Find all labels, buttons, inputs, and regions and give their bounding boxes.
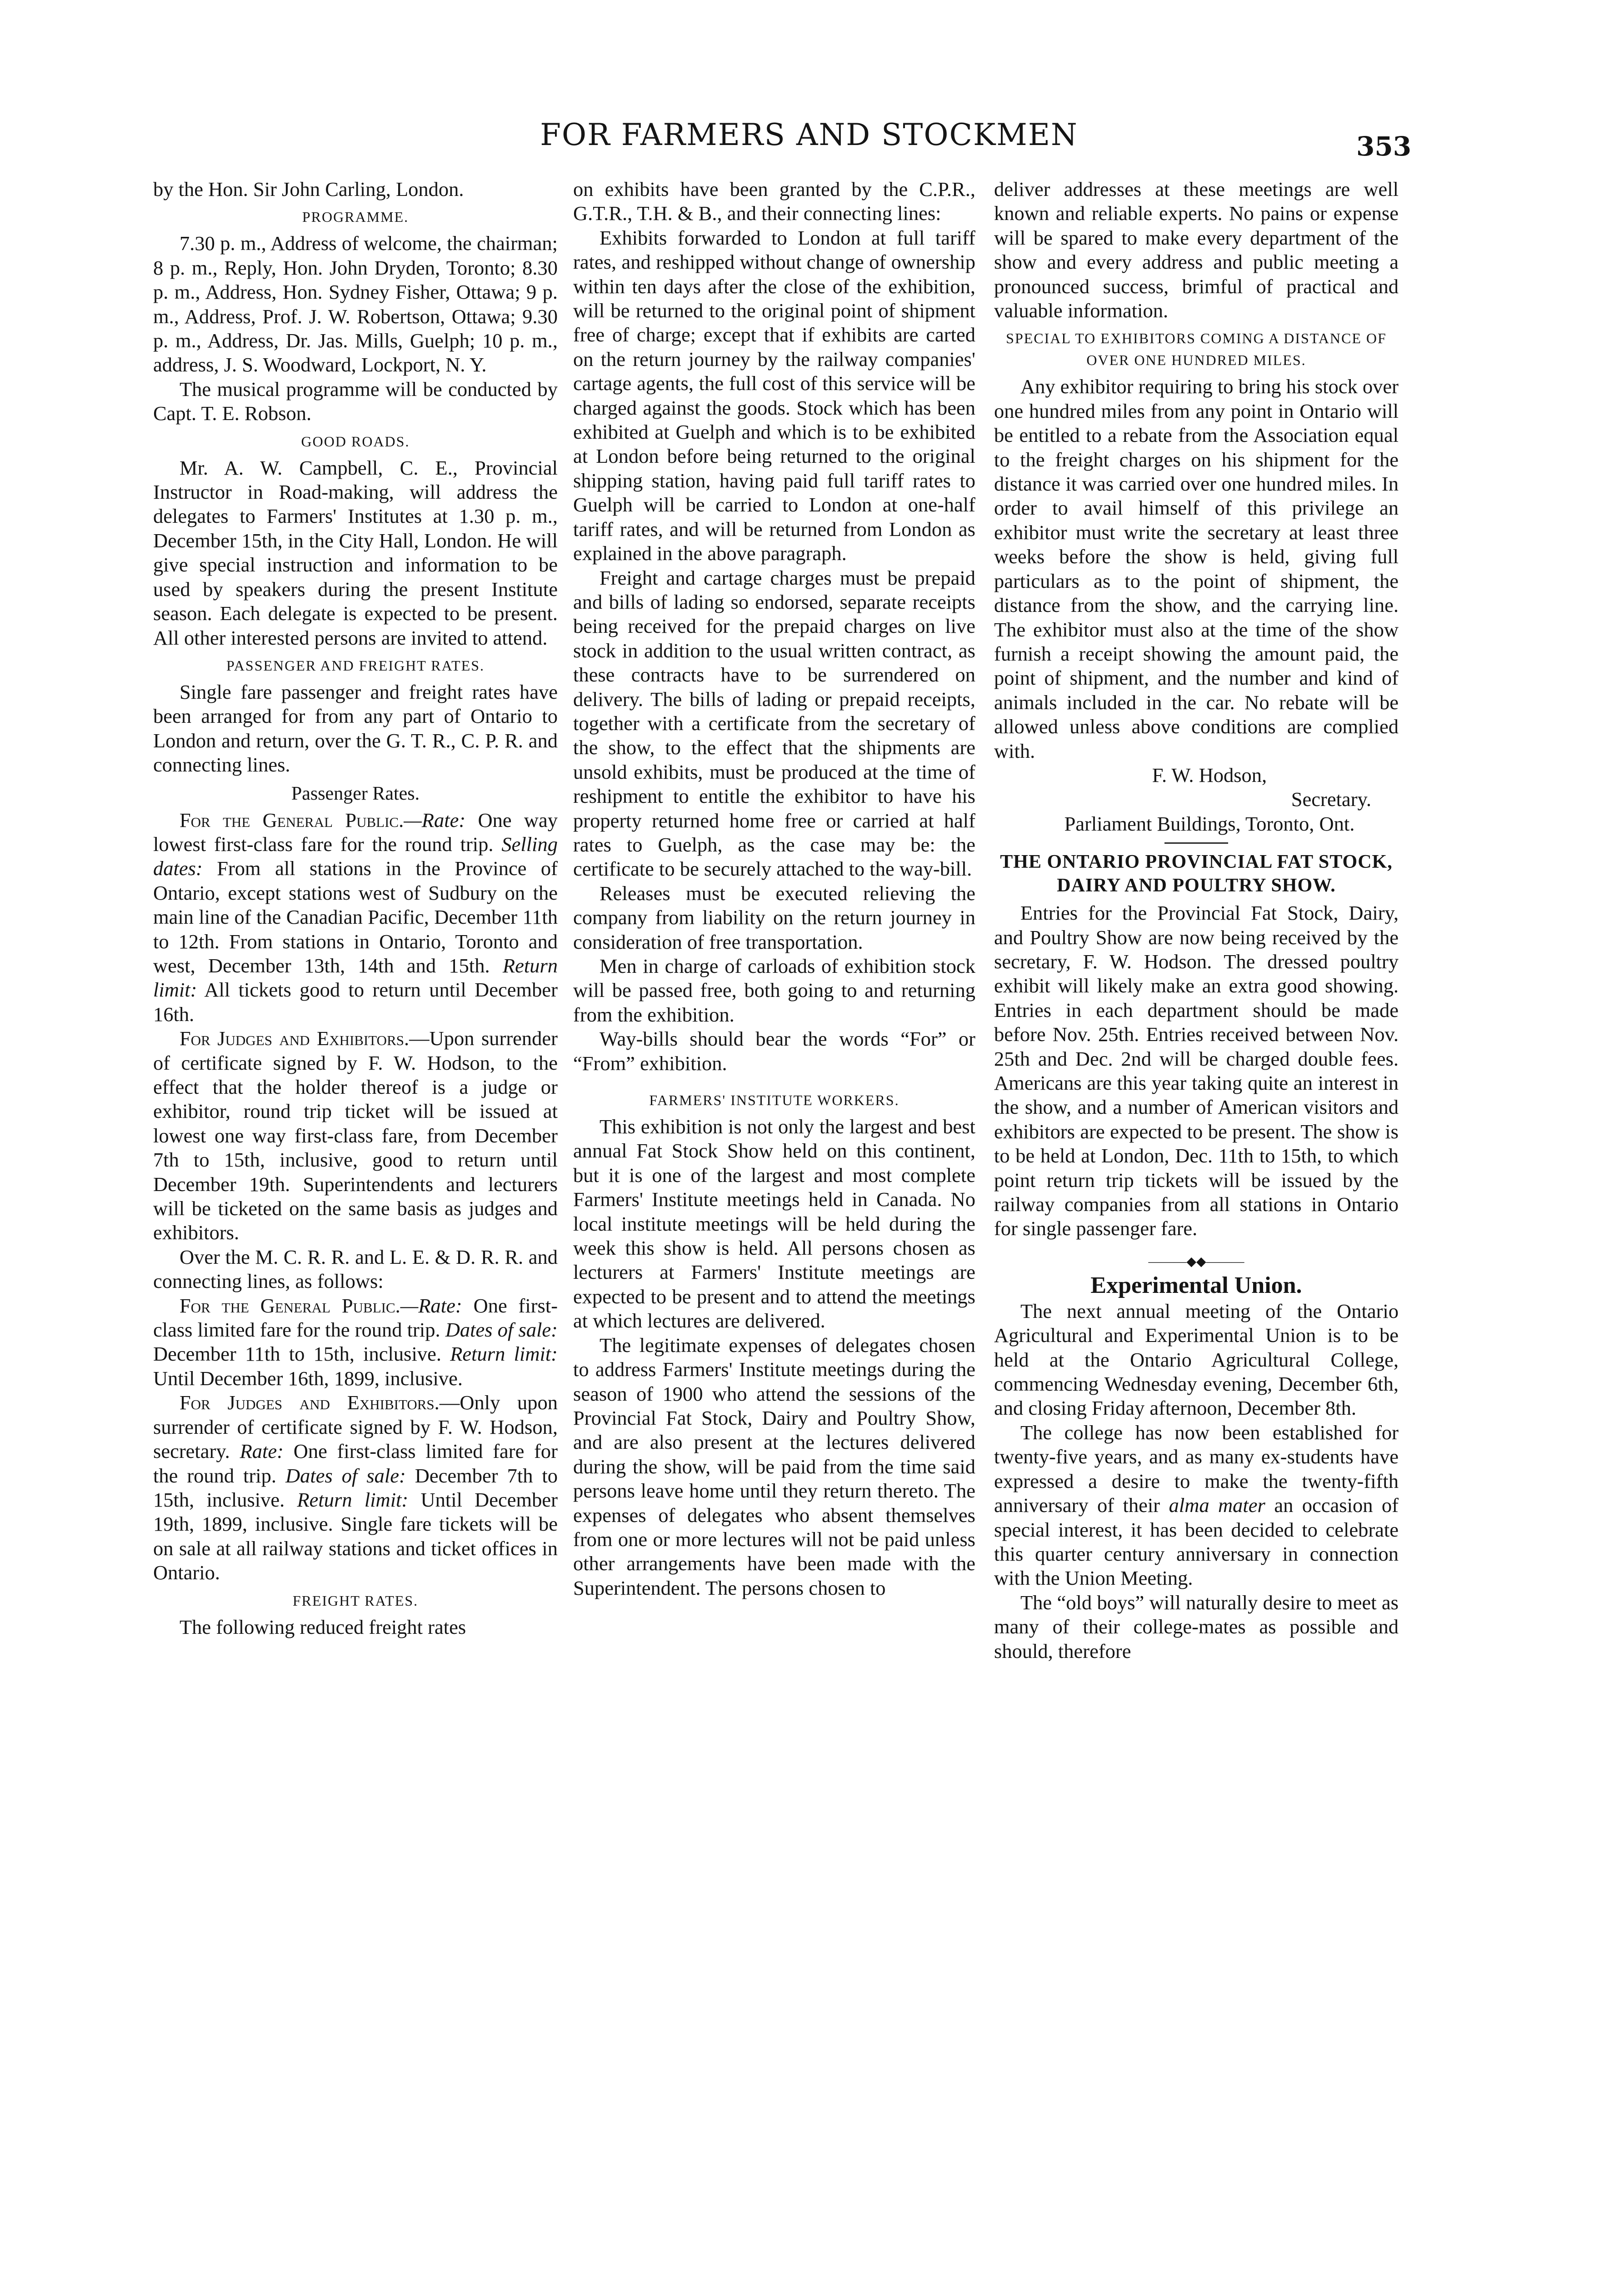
page-number: 353 <box>1356 131 1412 162</box>
rate-label: —Rate: <box>404 808 466 831</box>
general-public-2-text-a: One first-class limited fare for the round trip. <box>153 1294 558 1342</box>
men-in-charge-paragraph: Men in charge of carloads of exhibition stock will be passed free, both going to and returning from the exhibition. <box>573 955 975 1026</box>
institute-workers-heading: FARMERS' INSTITUTE WORKERS. <box>649 1092 899 1109</box>
judges-exhibitors-2-text-d: Until December 19th, 1899, inclusive. Single fare tickets will be on sale at all railway stations and ticket offices in Ontario. <box>153 1488 558 1584</box>
general-public-2-lead: For the General Public. <box>180 1294 400 1317</box>
general-public-rates-2-paragraph <box>153 1294 558 1391</box>
exhibits-forwarded-paragraph: Exhibits forwarded to London at full tariff rates, and reshipped without change of ownership within ten days after the close of the exhibition, will be returned to the original point of shipment free of charge; except that if exhibits are carted on the return journey by the railway companies' cartage agents, the full cost of this service will be charged against the goods. Stock which has been exhibited at Guelph and which is to be exhibited at London before being returned to the original shipping station, having paid full tariff rates to Guelph will be carried to London at one-half tariff rates, and will be returned from London as explained in the above paragraph. <box>573 226 975 565</box>
general-public-text-a: One way lowest first-class fare for the round trip. <box>153 808 558 856</box>
return-limit-label: Return limit: <box>153 954 558 1001</box>
judges-exhibitors-lead: For Judges and Exhibitors. <box>180 1027 410 1050</box>
column-3 <box>994 177 1399 1663</box>
experimental-union-heading: Experimental Union. <box>1090 1272 1302 1298</box>
freight-rates-paragraph: The following reduced freight rates <box>180 1615 466 1638</box>
judges-exhibitors-text: —Upon surrender of certificate signed by F. W. Hodson, to the effect that the holder thereof is a judge or exhibitor, round trip ticket will be issued at lowest one way first-class fare, from December 7th to 15th, inclusive, good to return until December 19th. Superintendents and lecturers will be ticketed on the same basis as judges and exhibitors. <box>153 1027 558 1244</box>
programme-paragraph: 7.30 p. m., Address of welcome, the chairman; 8 p. m., Reply, Hon. John Dryden, Toronto; 8.30 p. m., Address, Hon. Sydney Fisher, Ottawa; 9 p. m., Address, Prof. J. W. Robertson, Ottawa; 9.30 p. m., Address, Dr. Jas. Mills, Guelph; 10 p. m., address, J. S. Woodward, Lockport, N. Y. <box>153 232 558 376</box>
general-public-2-text-b: December 11th to 15th, inclusive. <box>153 1342 441 1366</box>
musical-paragraph: The musical programme will be conducted by Capt. T. E. Robson. <box>153 377 558 425</box>
old-boys-paragraph: The “old boys” will naturally desire to meet as many of their college-mates as possible and should, therefore <box>994 1591 1399 1662</box>
exhibits-granted-paragraph: on exhibits have been granted by the C.P.R., G.T.R., T.H. & B., and their connecting lines: <box>573 178 975 225</box>
entries-paragraph: Entries for the Provincial Fat Stock, Dairy, and Poultry Show are now being received by the secretary, F. W. Hodson. The dressed poultry exhibit will likely make an extra good showing. Entries in each department should be made before Nov. 25th. Entries received between Nov. 25th and Dec. 2nd will be charged double fees. Americans are this year taking quite an interest in the show, and a number of American visitors and exhibitors are expected to be present. The show is to be held at London, Dec. 11th to 15th, to which point return trip tickets will be issued by the railway companies from all stations in Ontario for single passenger fare. <box>994 901 1399 1240</box>
judges-exhibitors-2-text-a: —Only upon surrender of certificate signed by F. W. Hodson, secretary. <box>153 1391 558 1463</box>
experts-paragraph: deliver addresses at these meetings are well known and reliable experts. No pains or expense will be spared to make every department of the show and every address and public meeting a pronounced success, brimful of practical and valuable information. <box>994 178 1399 322</box>
releases-paragraph: Releases must be executed relieving the company from liability on the return journey in consideration of free transportation. <box>573 881 975 953</box>
passenger-rates-heading: Passenger Rates. <box>291 783 420 804</box>
alma-mater-text: alma mater <box>1169 1494 1265 1517</box>
judges-exhibitors-2-lead: For Judges and Exhibitors. <box>180 1391 440 1414</box>
section-divider <box>1164 842 1228 844</box>
judges-exhibitors-2-paragraph <box>153 1391 558 1585</box>
freight-rates-heading: FREIGHT RATES. <box>292 1592 419 1609</box>
rates-paragraph: Single fare passenger and freight rates have been arranged for from any part of Ontario to London and return, over the G. T. R., C. P. R. and connecting lines. <box>153 680 558 776</box>
annual-meeting-paragraph: The next annual meeting of the Ontario Agricultural and Experimental Union is to be held at the Ontario Agricultural College, commencing Wednesday evening, December 6th, and closing Friday afternoon, December 8th. <box>994 1299 1399 1420</box>
ornament-divider: ———◆◆——— <box>1148 1254 1244 1269</box>
general-public-text-c: All tickets good to return until December 16th. <box>153 978 558 1026</box>
page-header-title: FOR FARMERS AND STOCKMEN <box>540 117 1078 152</box>
dates-of-sale-2-label: Dates of sale: <box>285 1464 406 1487</box>
programme-heading: PROGRAMME. <box>302 209 409 225</box>
signature-address: Parliament Buildings, Toronto, Ont. <box>1064 812 1355 835</box>
anniversary-text-b: an occasion of special interest, it has been decided to celebrate this quarter century anniversary in connection with the Union Meeting. <box>994 1494 1399 1590</box>
general-public-2-text-c: Until December 16th, 1899, inclusive. <box>153 1367 463 1390</box>
fat-stock-show-heading: THE ONTARIO PROVINCIAL FAT STOCK, DAIRY AND POULTRY SHOW. <box>1000 851 1393 896</box>
general-public-lead: For the General Public. <box>180 808 404 831</box>
rate-3-label: Rate: <box>240 1440 284 1463</box>
special-exhibitors-heading: SPECIAL TO EXHIBITORS COMING A DISTANCE OF OVER ONE HUNDRED MILES. <box>1006 330 1387 369</box>
passenger-freight-rates-heading: PASSENGER AND FREIGHT RATES. <box>226 657 485 674</box>
signature-title: Secretary. <box>1291 788 1371 811</box>
over-lines-paragraph: Over the M. C. R. R. and L. E. & D. R. R. and connecting lines, as follows: <box>153 1245 558 1293</box>
anniversary-text-a: The college has now been established for twenty-five years, and as many ex-students have expressed a desire to make the twenty-fifth anniversary of their <box>994 1421 1399 1517</box>
good-roads-heading: GOOD ROADS. <box>301 433 410 450</box>
judges-exhibitors-paragraph <box>153 1026 558 1245</box>
return-limit-3-label: Return limit: <box>297 1488 409 1511</box>
column-2 <box>573 177 975 1600</box>
delegate-expenses-paragraph: The legitimate expenses of delegates chosen to address Farmers' Institute meetings during the season of 1900 who attend the sessions of the Provincial Fat Stock, Dairy and Poultry Show, and are also present at the lectures delivered during the show, will be paid from the time said persons leave home until they return thereto. The expenses of delegates who absent themselves from one or more lectures will not be paid unless other arrangements have been made with the Superintendent. The persons chosen to <box>573 1333 975 1599</box>
rebate-paragraph: Any exhibitor requiring to bring his stock over one hundred miles from any point in Ontario will be entitled to a rebate from the Association equal to the freight charges on his shipment for the distance it was carried over one hundred miles. In order to avail himself of this privilege an exhibitor must write the secretary at least three weeks before the show is held, giving full particulars as to the point of shipment, the distance from the show, and the carrying line. The exhibitor must also at the time of the show furnish a receipt showing the amount paid, the point of shipment, and the number and kind of animals included in the car. No rebate will be allowed unless above conditions are complied with. <box>994 375 1399 762</box>
signature-name: F. W. Hodson, <box>1152 763 1267 786</box>
selling-dates-label: Selling dates: <box>153 832 558 880</box>
way-bills-paragraph: Way-bills should bear the words “For” or “From” exhibition. <box>573 1027 975 1075</box>
general-public-rates-paragraph <box>153 808 558 1027</box>
rate-2-label: —Rate: <box>400 1294 462 1317</box>
dates-of-sale-label: Dates of sale: <box>445 1318 558 1342</box>
good-roads-paragraph: Mr. A. W. Campbell, C. E., Provincial Instructor in Road-making, will address the delegates to Farmers' Institutes at 1.30 p. m., December 15th, in the City Hall, London. He will give special instruction and information to be used by speakers during the present Institute season. Each delegate is expected to be present. All other interested persons are invited to attend. <box>153 456 558 649</box>
judges-exhibitors-2-text-c: December 7th to 15th, inclusive. <box>153 1464 558 1511</box>
return-limit-2-label: Return limit: <box>450 1342 558 1366</box>
anniversary-paragraph <box>994 1421 1399 1591</box>
column-1 <box>153 177 558 1639</box>
judges-exhibitors-2-text-b: One first-class limited fare for the round trip. <box>153 1440 558 1487</box>
general-public-text-b: From all stations in the Province of Ontario, except stations west of Sudbury on the main line of the Canadian Pacific, December 11th to 12th. From stations in Ontario, Toronto and west, December 13th, 14th and 15th. <box>153 857 558 977</box>
largest-exhibition-paragraph: This exhibition is not only the largest and best annual Fat Stock Show held on this continent, but it is one of the largest and most complete Farmers' Institute meetings held in Canada. No local institute meetings will be held during the week this show is held. All persons chosen as lecturers at Farmers' Institute meetings are expected to be present and to attend the meetings at which lectures are delivered. <box>573 1115 975 1332</box>
freight-cartage-paragraph: Freight and cartage charges must be prepaid and bills of lading so endorsed, separate receipts being received for the prepaid charges on live stock in addition to the usual written contract, as these contracts have to be surrendered on delivery. The bills of lading or prepaid receipts, together with a certificate from the secretary of the show, to the effect that the shipments are unsold exhibits, must be produced at the time of reshipment to entitle the exhibitor to have his property returned home free or carried at half rates to Guelph, as the case may be: the certificate to be securely attached to the way-bill. <box>573 566 975 881</box>
intro-paragraph: by the Hon. Sir John Carling, London. <box>153 178 464 200</box>
